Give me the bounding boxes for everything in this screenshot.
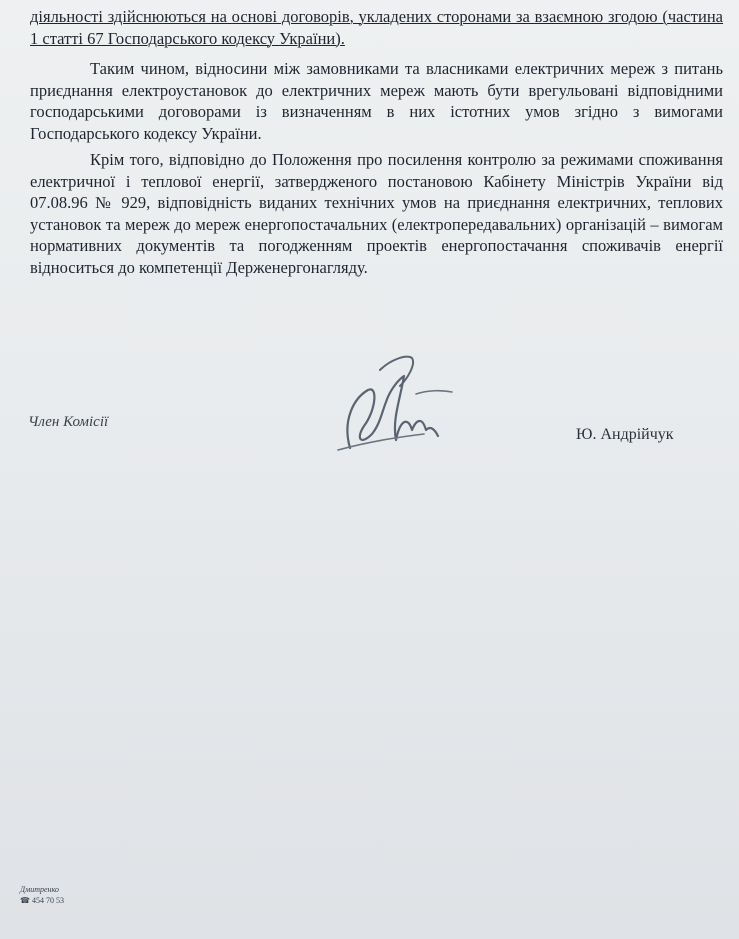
executor-info [20, 884, 64, 906]
signatory-name: Ю. Андрійчук [576, 426, 674, 443]
paragraph-relations [30, 58, 723, 144]
paragraph-continuation [30, 6, 723, 49]
paragraph-regulation [30, 149, 723, 278]
paragraph-text: діяльності здійснюються на основі договорів, укладених сторонами за взаємною згодою (частина 1 статті 67 Господарського кодексу України). [30, 7, 723, 48]
executor-name: Дмитренко [20, 885, 59, 894]
executor-phone: ☎ 454 70 53 [20, 896, 64, 905]
paragraph-text: Крім того, відповідно до Положення про посилення контролю за режимами споживання електричної і теплової енергії, затвердженого постановою Кабінету Міністрів України від 07.08.96 № 929, відповідність виданих технічних умов на приєднання електричних, теплових установок та мереж до мереж енергопостачальних (електропередавальних) організацій – вимогам нормативних документів та погодженням проектів енергопостачання споживачів енергії відноситься до компетенції Держенергонагляду. [30, 150, 723, 277]
handwritten-signature [320, 350, 460, 460]
signatory-role: Член Комісії [28, 414, 109, 430]
paragraph-text: Таким чином, відносини між замовниками та власниками електричних мереж з питань приєднання електроустановок до електричних мереж мають бути врегульовані відповідними господарськими договорами із визначенням в них істотних умов згідно з вимогами Господарського кодексу України. [30, 59, 723, 143]
